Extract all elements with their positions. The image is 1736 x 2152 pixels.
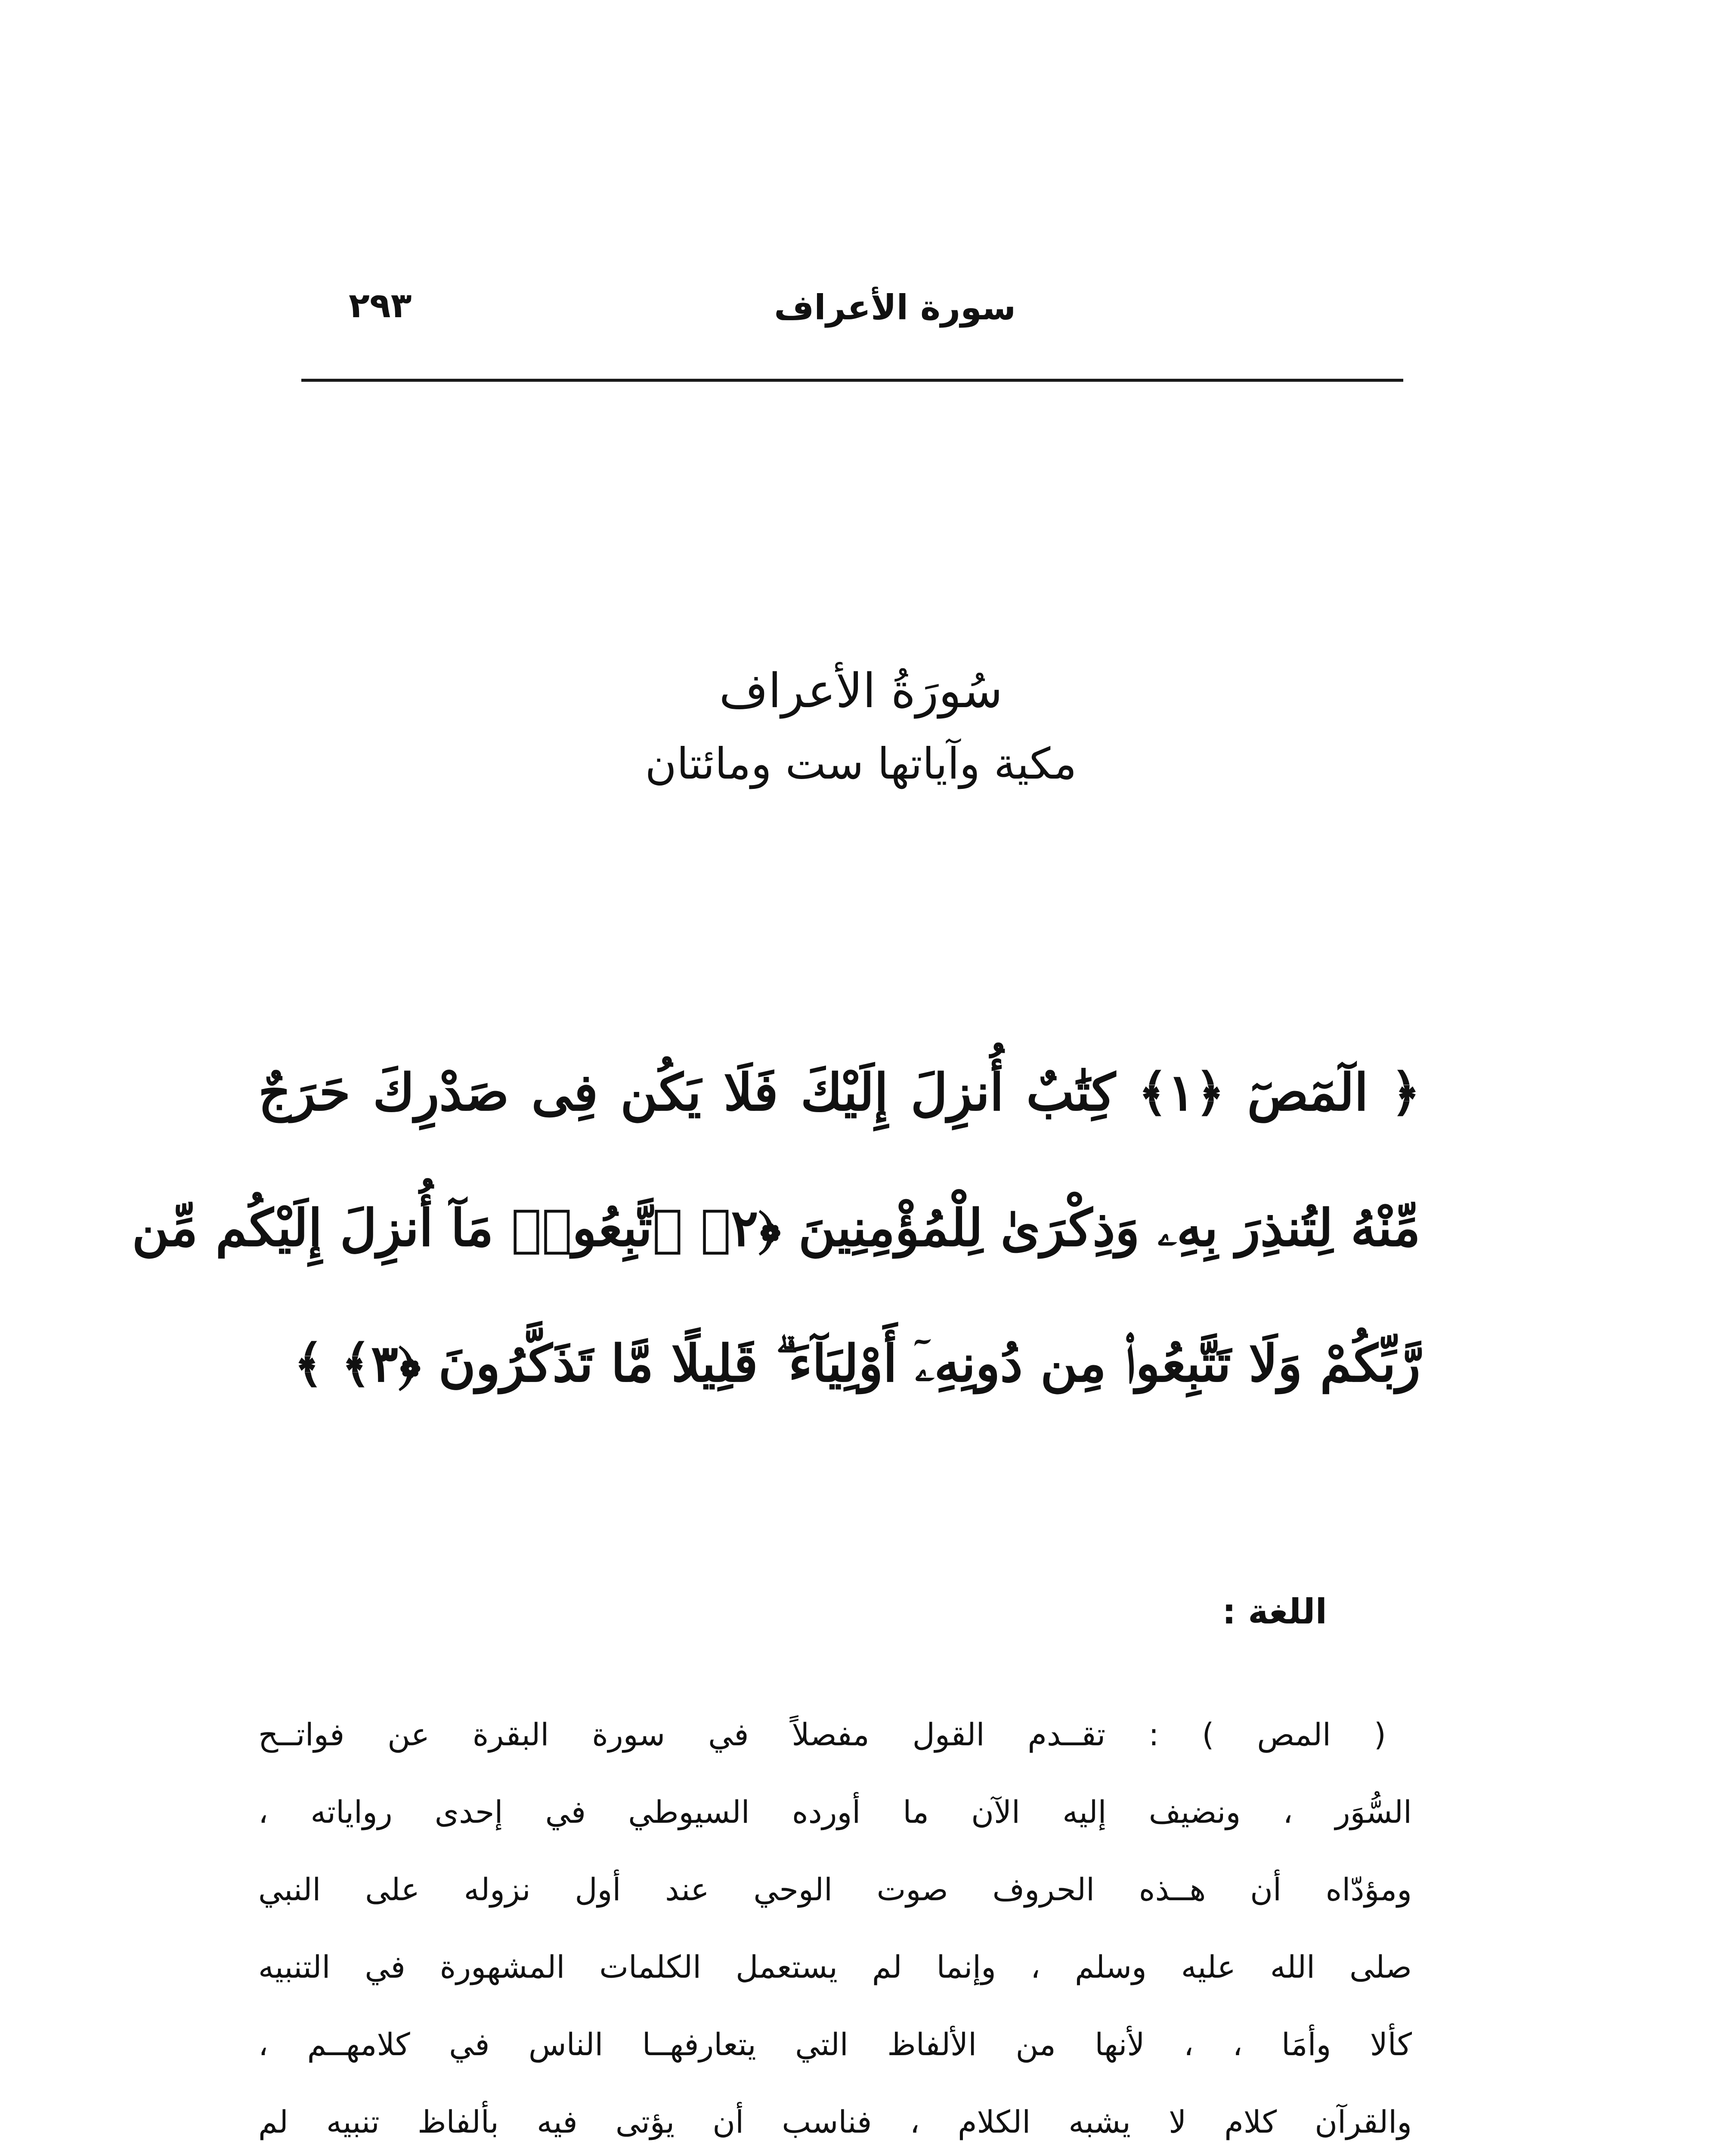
header-title: سورة الأعراف bbox=[774, 288, 1016, 328]
surah-heading bbox=[473, 654, 1248, 801]
commentary-line: السُّوَر ، ونضيف إليه الآن ما أورده السيوطي في إحدى رواياته ، bbox=[258, 1794, 1412, 1830]
verse-text: رَّبِّكُمْ وَلَا تَتَّبِعُوا۟ مِن دُونِهِۦٓ أَوْلِيَآءَ ۗ قَلِيلًا مَّا تَذَكَّرُونَ ﴿٣﴾ bbox=[341, 1333, 1420, 1393]
verse-text: الٓمٓصٓ ﴿١﴾ كِتَٰبٌ أُنزِلَ إِلَيْكَ فَلَا يَكُن فِى صَدْرِكَ حَرَجٌ bbox=[258, 1062, 1368, 1122]
section-label-lugha: اللغة : bbox=[1222, 1592, 1327, 1632]
surah-info: مكية وآياتها ست ومائتان bbox=[645, 739, 1077, 789]
verse-line bbox=[258, 1296, 1420, 1431]
commentary-line: ( المص ) : تقــدم القول مفصلاً في سورة البقرة عن فواتــح bbox=[258, 1716, 1386, 1753]
verse-line bbox=[132, 1160, 1420, 1296]
page-number: ٢٩٣ bbox=[349, 285, 412, 325]
commentary-paragraph bbox=[258, 1696, 1412, 2152]
surah-name: سُورَةُ الأعراف bbox=[719, 663, 1003, 718]
verse-line bbox=[258, 1024, 1420, 1160]
ornate-close-bracket: ﴾ bbox=[294, 1333, 324, 1393]
commentary-line: كألا وأمَا ، ، لأنها من الألفاظ التي يتعارفهــا الناس في كلامهــم ، bbox=[258, 2026, 1412, 2062]
commentary-line: صلى الله عليه وسلم ، وإنما لم يستعمل الكلمات المشهورة في التنبيه bbox=[258, 1949, 1412, 1985]
header-rule bbox=[301, 379, 1403, 382]
ornate-open-bracket: ﴿ bbox=[1390, 1062, 1420, 1122]
running-header bbox=[301, 284, 1403, 357]
verse-text: مِّنْهُ لِتُنذِرَ بِهِۦ وَذِكْرَىٰ لِلْمُؤْمِنِينَ ﴿٢﴾ ٱتَّبِعُوا۟ مَآ أُنزِلَ إِلَيْكُم مِّن bbox=[132, 1198, 1420, 1258]
commentary-line: والقرآن كلام لا يشبه الكلام ، فناسب أن يؤتى فيه بألفاظ تنبيه لم bbox=[258, 2104, 1412, 2140]
quran-verses bbox=[132, 1024, 1420, 1431]
commentary-line: ومؤدّاه أن هــذه الحروف صوت الوحي عند أول نزوله على النبي bbox=[258, 1871, 1412, 1908]
